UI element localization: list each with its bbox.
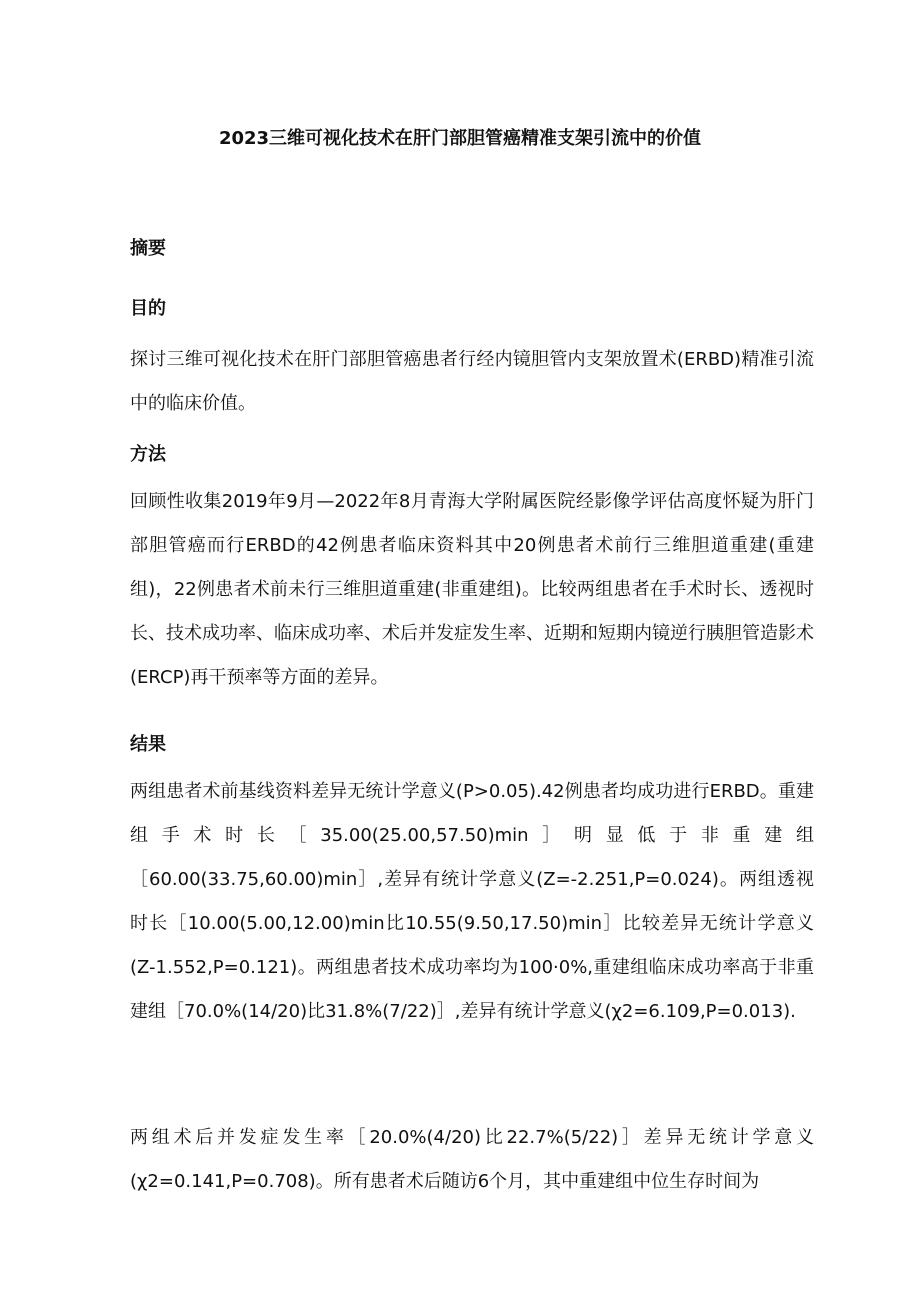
document-title: 2023三维可视化技术在肝门部胆管癌精准支架引流中的价值 [218, 128, 702, 149]
heading-abstract: 摘要 [130, 238, 166, 259]
paragraph-method: 回顾性收集2019年9月—2022年8月青海大学附属医院经影像学评估高度怀疑为肝门部胆管癌而行ERBD的42例患者临床资料其中20例患者术前行三维胆道重建(重建组)，22例患者术前未行三维胆道重建(非重建组)。比较两组患者在手术时长、透视时长、技术成功率、临床成功率、术后并发症发生率、近期和短期内镜逆行胰胆管造影术(ERCP)再干预率等方面的差异。 [130, 491, 814, 688]
heading-purpose: 目的 [130, 298, 166, 319]
heading-method: 方法 [130, 444, 166, 465]
paragraph-result-2: 两组术后并发症发生率［20.0%(4/20)比22.7%(5/22)］差异无统计学意义(χ2=0.141,P=0.708)。所有患者术后随访6个月，其中重建组中位生存时间为 [130, 1127, 814, 1192]
heading-result: 结果 [130, 734, 166, 755]
paragraph-purpose: 探讨三维可视化技术在肝门部胆管癌患者行经内镜胆管内支架放置术(ERBD)精准引流中的临床价值。 [130, 349, 814, 414]
paragraph-result-1: 两组患者术前基线资料差异无统计学意义(P>0.05).42例患者均成功进行ERBD。重建组手术时长［35.00(25.00,57.50)min］明显低于非重建组［60.00(33.75,60.00)min］,差异有统计学意义(Z=-2.251,P=0.024)。两组透视时长［10.00(5.00,12.00)min比10.55(9.50,17.50)min］比较差异无统计学意义(Z-1.552,P=0.121)。两组患者技术成功率均为100·0%,重建组临床成功率高于非重建组［70.0%(14/20)比31.8%(7/22)］,差异有统计学意义(χ2=6.109,P=0.013). [130, 781, 814, 1022]
